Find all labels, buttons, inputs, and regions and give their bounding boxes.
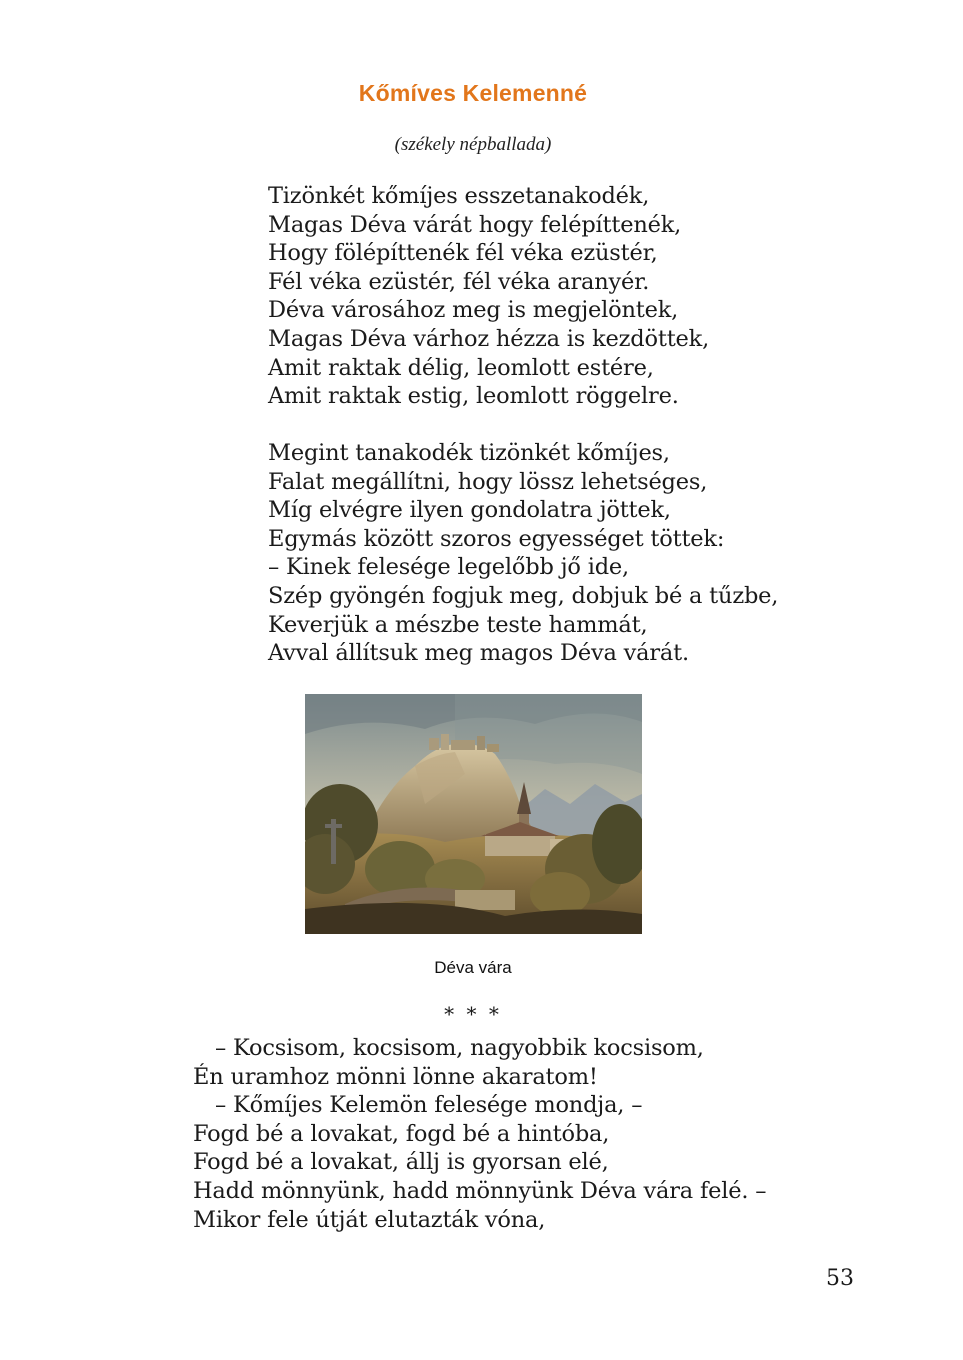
verse-line: Megint tanakodék tizönkét kőmíjes, (268, 440, 670, 466)
verse-line: Hogy fölépíttenék fél véka ezüstér, (268, 240, 658, 267)
verse-line: Fél véka ezüstér, fél véka aranyér. (268, 268, 650, 295)
verse-line: Avval állítsuk meg magos Déva várát. (268, 640, 689, 667)
verse-line: Fogd bé a lovakat, fogd bé a hintóba, (193, 1120, 610, 1147)
stanza-2 (268, 439, 778, 668)
verse-line: Amit raktak estig, leomlott röggelre. (268, 383, 679, 410)
verse-line: Egymás között szoros egyességet töttek: (268, 525, 725, 552)
poem-subtitle: (székely népballada) (394, 134, 552, 155)
deva-castle-painting (305, 694, 642, 934)
stanza-1 (268, 182, 709, 411)
verse-line: Szép gyöngén fogjuk meg, dobjuk bé a tűzbe, (268, 582, 779, 609)
verse-line: Keverjük a mészbe teste hammát, (268, 611, 648, 638)
poem-title: Kőmíves Kelemenné (358, 80, 588, 106)
verse-line: – Kinek felesége legelőbb jő ide, (268, 554, 629, 581)
verse-line: – Kőmíjes Kelemön felesége mondja, – (215, 1092, 643, 1119)
verse-line: Mikor fele útját elutazták vóna, (193, 1206, 546, 1233)
image-caption: Déva vára (434, 958, 512, 977)
verse-line: Amit raktak délig, leomlott estére, (268, 354, 654, 381)
section-separator: * * * (444, 1002, 502, 1026)
verse-line: – Kocsisom, kocsisom, nagyobbik kocsisom, (215, 1035, 704, 1061)
verse-line: Hadd mönnyünk, hadd mönnyünk Déva vára felé. – (193, 1177, 767, 1204)
stanza-3 (193, 1034, 766, 1234)
verse-line: Magas Déva várát hogy felépíttenék, (268, 211, 682, 238)
verse-line: Én uramhoz mönni lönne akaratom! (193, 1063, 598, 1090)
verse-line: Déva városához meg is megjelöntek, (268, 297, 679, 324)
verse-line: Míg elvégre ilyen gondolatra jöttek, (268, 497, 671, 524)
verse-line: Magas Déva várhoz hézza is kezdöttek, (268, 325, 710, 352)
page-number: 53 (826, 1266, 854, 1291)
verse-line: Fogd bé a lovakat, állj is gyorsan elé, (193, 1149, 609, 1176)
verse-line: Falat megállítni, hogy lössz lehetséges, (268, 468, 708, 495)
verse-line: Tizönkét kőmíjes esszetanakodék, (268, 183, 650, 209)
